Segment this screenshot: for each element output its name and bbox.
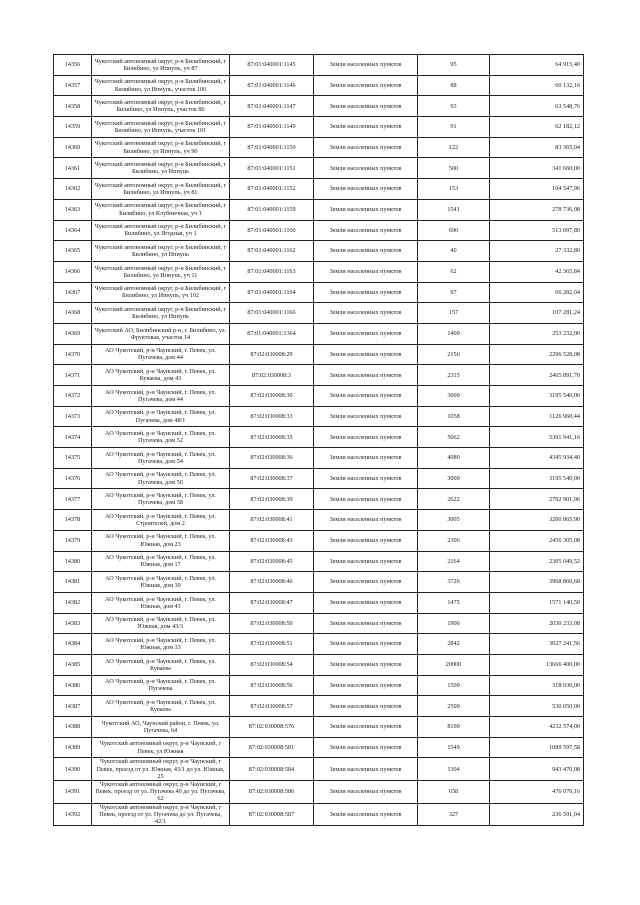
cadastral-number: 87:02:030008:56 [230,675,314,696]
cadastral-value: 1126 960,44 [490,406,584,427]
cadastral-value: 13666 400,00 [490,654,584,675]
plot-area: 153 [418,179,490,200]
land-category: Земли населенных пунктов [314,282,418,303]
row-number: 14390 [54,758,92,781]
plot-address: Чукотский автономный округ, р-н Билибинский, г Билибино, ул Ипнупь, уч 81 [92,179,230,200]
cadastral-number: 87:01:040001:1146 [230,75,314,96]
table-row [54,220,584,241]
row-number: 14369 [54,323,92,344]
cadastral-value: 107 281,24 [490,303,584,324]
plot-area: 2306 [418,530,490,551]
cadastral-number: 87:02:030008:39 [230,489,314,510]
row-number: 14381 [54,572,92,593]
cadastral-value: 3027 241,56 [490,634,584,655]
cadastral-value: 530 050,00 [490,696,584,717]
table-row [54,406,584,427]
land-category: Земли населенных пунктов [314,634,418,655]
table-row [54,96,584,117]
plot-area: 4080 [418,448,490,469]
plot-area: 8100 [418,717,490,738]
plot-area: 2164 [418,551,490,572]
table-row [54,737,584,758]
plot-address: АО Чукотский, р-н Чаунский, г. Певек, ул. Южная, дом 39 [92,572,230,593]
land-category: Земли населенных пунктов [314,96,418,117]
table-row [54,675,584,696]
plot-area: 1304 [418,758,490,781]
cadastral-value: 1571 140,50 [490,592,584,613]
cadastral-value: 943 470,08 [490,758,584,781]
plot-address: АО Чукотский, р-н Чаунский, г. Певек, ул. Южная, дом 33 [92,634,230,655]
plot-area: 658 [418,780,490,803]
table-row [54,199,584,220]
table-row [54,780,584,803]
cadastral-value: 3195 540,00 [490,386,584,407]
cadastral-value: 476 076,16 [490,780,584,803]
plot-area: 62 [418,261,490,282]
cadastral-number: 87:01:040001:1145 [230,55,314,76]
row-number: 14376 [54,468,92,489]
table-row [54,572,584,593]
cadastral-value: 5391 941,16 [490,427,584,448]
cadastral-number: 87:02:030008:51 [230,634,314,655]
row-number: 14368 [54,303,92,324]
cadastral-number: 87:02:030008:36 [230,448,314,469]
cadastral-value: 253 232,00 [490,323,584,344]
cadastral-value: 83 365,04 [490,137,584,158]
plot-address: Чукотский автономный округ, р-н Билибинский, г Билибино, ул Ипнупь, уч 87 [92,55,230,76]
plot-address: Чукотский автономный округ, р-н Чаунский, г Певек, проезд от ул. Пугачева 40 до ул. Пугачева, 62 [92,780,230,803]
cadastral-number: 87:01:040001:1166 [230,303,314,324]
cadastral-value: 64 915,40 [490,55,584,76]
plot-area: 88 [418,75,490,96]
plot-address: Чукотский автономный округ, р-н Билибинский, г Билибино, ул Ипнупь, уч 11 [92,261,230,282]
plot-area: 40 [418,241,490,262]
cadastral-number: 87:02:030008:47 [230,592,314,613]
plot-address: Чукотский АО, Билибинский р-н, г. Билибино, ул. Фруктовая, участок 14 [92,323,230,344]
row-number: 14385 [54,654,92,675]
row-number: 14357 [54,75,92,96]
plot-area: 1058 [418,406,490,427]
land-category: Земли населенных пунктов [314,365,418,386]
cadastral-value: 236 591,04 [490,803,584,826]
plot-address: АО Чукотский, р-н Чаунский, г. Певек, ул. Пугачева, дом 44 [92,344,230,365]
cadastral-value: 4345 934,40 [490,448,584,469]
cadastral-number: 87:02:030008:587 [230,803,314,826]
land-category: Земли населенных пунктов [314,303,418,324]
table-row [54,448,584,469]
plot-address: Чукотский автономный округ, р-н Билибинский, г Билибино, ул Ипнупь, уч 90 [92,137,230,158]
cadastral-number: 87:02:030008:576 [230,717,314,738]
cadastral-number: 87:01:040001:1162 [230,241,314,262]
cadastral-number: 87:02:030008:41 [230,510,314,531]
cadastral-number: 87:01:040001:1163 [230,261,314,282]
plot-address: АО Чукотский, р-н Чаунский, г. Певек, ул. Куваева, дом 43 [92,365,230,386]
row-number: 14370 [54,344,92,365]
land-registry-sheet [53,54,583,826]
land-category: Земли населенных пунктов [314,696,418,717]
plot-address: Чукотский АО, Чаунский район, г. Певек, ул. Пугачева, 64 [92,717,230,738]
land-category: Земли населенных пунктов [314,803,418,826]
cadastral-value: 2305 049,52 [490,551,584,572]
land-category: Земли населенных пунктов [314,737,418,758]
row-number: 14384 [54,634,92,655]
plot-area: 93 [418,96,490,117]
plot-address: АО Чукотский, р-н Чаунский, г. Певек, ул. Пугачева, дом 58 [92,489,230,510]
cadastral-value: 2792 901,96 [490,489,584,510]
cadastral-number: 87:02:030008:30 [230,386,314,407]
cadastral-number: 87:02:030008:35 [230,427,314,448]
cadastral-number: 87:02:030008:45 [230,551,314,572]
plot-area: 122 [418,137,490,158]
land-category: Земли населенных пунктов [314,489,418,510]
cadastral-number: 87:02:030008:584 [230,758,314,781]
plot-address: АО Чукотский, р-н Чаунский, г. Певек, ул. Южная, дом 43 [92,592,230,613]
cadastral-value: 60 132,16 [490,75,584,96]
table-row [54,634,584,655]
plot-address: Чукотский автономный округ, р-н Чаунский, г Певек, проезд от ул. Пугачева до ул. Пугачева, 42/1 [92,803,230,826]
plot-address: АО Чукотский, р-н Чаунский, г. Певек, ул. Южная, дом 23 [92,530,230,551]
land-category: Земли населенных пунктов [314,530,418,551]
table-row [54,158,584,179]
table-row [54,758,584,781]
cadastral-number: 87:02:030008:3 [230,365,314,386]
row-number: 14375 [54,448,92,469]
row-number: 14360 [54,137,92,158]
cadastral-value: 3195 540,00 [490,468,584,489]
table-row [54,55,584,76]
plot-area: 1549 [418,737,490,758]
land-category: Земли населенных пунктов [314,179,418,200]
land-category: Земли населенных пунктов [314,572,418,593]
table-row [54,137,584,158]
plot-address: АО Чукотский, р-н Чаунский, г. Певек, ул. Пугачева, дом 54 [92,448,230,469]
row-number: 14359 [54,117,92,138]
plot-address: АО Чукотский, р-н Чаунский, г. Певек, ул. Пугачева, дом 52 [92,427,230,448]
plot-area: 690 [418,220,490,241]
plot-address: АО Чукотский, р-н Чаунский, г. Певек, ул. Южная, дом 43/3 [92,613,230,634]
plot-address: АО Чукотский, р-н Чаунский, г. Певек, ул. Куваева [92,654,230,675]
cadastral-number: 87:01:040001:1160 [230,220,314,241]
row-number: 14363 [54,199,92,220]
plot-area: 2315 [418,365,490,386]
row-number: 14380 [54,551,92,572]
land-category: Земли населенных пунктов [314,117,418,138]
row-number: 14367 [54,282,92,303]
plot-area: 1475 [418,592,490,613]
land-category: Земли населенных пунктов [314,468,418,489]
plot-address: Чукотский автономный округ, р-н Чаунский, г Певек, ул Южная [92,737,230,758]
cadastral-number: 87:02:030008:57 [230,696,314,717]
land-category: Земли населенных пунктов [314,592,418,613]
plot-area: 1541 [418,199,490,220]
cadastral-value: 3200 865,90 [490,510,584,531]
plot-area: 1500 [418,675,490,696]
table-row [54,261,584,282]
plot-area: 5062 [418,427,490,448]
row-number: 14387 [54,696,92,717]
table-row [54,489,584,510]
row-number: 14389 [54,737,92,758]
plot-address: Чукотский автономный округ, р-н Билибинский, г Билибино, ул Ипнупь, участок 101 [92,117,230,138]
table-row [54,386,584,407]
table-row [54,468,584,489]
land-category: Земли населенных пунктов [314,137,418,158]
plot-area: 3005 [418,510,490,531]
land-category: Земли населенных пунктов [314,758,418,781]
row-number: 14372 [54,386,92,407]
cadastral-value: 2030 233,08 [490,613,584,634]
land-category: Земли населенных пунктов [314,654,418,675]
row-number: 14371 [54,365,92,386]
plot-area: 2500 [418,696,490,717]
plot-address: АО Чукотский, р-н Чаунский, г. Певек, ул. Пугачева [92,675,230,696]
plot-address: Чукотский автономный округ, р-н Билибинский, г Билибино, ул Клубничная, уч 1 [92,199,230,220]
plot-area: 3726 [418,572,490,593]
cadastral-value: 3968 860,68 [490,572,584,593]
cadastral-value: 66 282,04 [490,282,584,303]
table-row [54,803,584,826]
cadastral-number: 87:01:040001:1150 [230,137,314,158]
land-category: Земли населенных пунктов [314,220,418,241]
cadastral-number: 87:02:030008:586 [230,780,314,803]
table-row [54,696,584,717]
plot-area: 1400 [418,323,490,344]
land-category: Земли населенных пунктов [314,406,418,427]
plot-address: Чукотский автономный округ, р-н Билибинский, г Билибино, ул Ипнупь [92,241,230,262]
plot-address: Чукотский автономный округ, р-н Билибинский, г Билибино, ул Ипнупь, уч 102 [92,282,230,303]
row-number: 14378 [54,510,92,531]
table-row [54,117,584,138]
plot-address: АО Чукотский, р-н Чаунский, г. Певек, ул. Пугачева, дом 56 [92,468,230,489]
cadastral-value: 278 736,08 [490,199,584,220]
plot-address: Чукотский автономный округ, р-н Билибинский, г Билибино, ул Ипнупь [92,303,230,324]
land-category: Земли населенных пунктов [314,199,418,220]
row-number: 14382 [54,592,92,613]
row-number: 14386 [54,675,92,696]
plot-address: АО Чукотский, р-н Чаунский, г. Певек, ул. Пугачева, дом 48/1 [92,406,230,427]
land-category: Земли населенных пунктов [314,510,418,531]
cadastral-number: 87:02:030008:33 [230,406,314,427]
plot-area: 2842 [418,634,490,655]
plot-address: Чукотский автономный округ, р-н Билибинский, г Билибино, ул Ипнупь [92,158,230,179]
cadastral-number: 87:02:030008:50 [230,613,314,634]
cadastral-value: 341 660,00 [490,158,584,179]
cadastral-number: 87:01:040001:1364 [230,323,314,344]
row-number: 14379 [54,530,92,551]
table-row [54,365,584,386]
cadastral-number: 87:02:030008:54 [230,654,314,675]
table-row [54,592,584,613]
land-category: Земли населенных пунктов [314,344,418,365]
plot-area: 327 [418,803,490,826]
plot-area: 95 [418,55,490,76]
table-row [54,344,584,365]
cadastral-number: 87:01:040001:1164 [230,282,314,303]
plot-address: АО Чукотский, р-н Чаунский, г. Певек, ул. Южная, дом 17 [92,551,230,572]
table-row [54,303,584,324]
land-category: Земли населенных пунктов [314,448,418,469]
land-category: Земли населенных пунктов [314,323,418,344]
table-row [54,241,584,262]
cadastral-number: 87:02:030008:46 [230,572,314,593]
cadastral-number: 87:01:040001:1149 [230,117,314,138]
cadastral-number: 87:01:040001:1152 [230,179,314,200]
land-plots-table [53,54,584,826]
table-row [54,530,584,551]
table-row [54,510,584,531]
cadastral-number: 87:02:030008:581 [230,737,314,758]
row-number: 14365 [54,241,92,262]
row-number: 14373 [54,406,92,427]
cadastral-value: 63 548,76 [490,96,584,117]
cadastral-number: 87:01:040001:1147 [230,96,314,117]
cadastral-number: 87:02:030008:29 [230,344,314,365]
land-category: Земли населенных пунктов [314,717,418,738]
land-category: Земли населенных пунктов [314,386,418,407]
cadastral-number: 87:02:030008:37 [230,468,314,489]
row-number: 14364 [54,220,92,241]
plot-area: 3000 [418,468,490,489]
plot-area: 97 [418,282,490,303]
plot-area: 1906 [418,613,490,634]
cadastral-value: 27 332,80 [490,241,584,262]
land-category: Земли населенных пунктов [314,261,418,282]
plot-address: АО Чукотский, р-н Чаунский, г. Певек, ул. Строителей, дом 2 [92,510,230,531]
table-row [54,75,584,96]
cadastral-number: 87:01:040001:1151 [230,158,314,179]
cadastral-number: 87:01:040001:1159 [230,199,314,220]
plot-address: АО Чукотский, р-н Чаунский, г. Певек, ул. Куваева [92,696,230,717]
plot-area: 2622 [418,489,490,510]
row-number: 14392 [54,803,92,826]
table-row [54,323,584,344]
plot-address: Чукотский автономный округ, р-н Билибинский, г Билибино, ул Ипнупь, участок 86 [92,96,230,117]
land-category: Земли населенных пунктов [314,551,418,572]
row-number: 14362 [54,179,92,200]
land-category: Земли населенных пунктов [314,158,418,179]
table-row [54,654,584,675]
cadastral-value: 513 097,80 [490,220,584,241]
table-body [54,55,584,826]
land-category: Земли населенных пунктов [314,780,418,803]
row-number: 14358 [54,96,92,117]
land-category: Земли населенных пунктов [314,675,418,696]
cadastral-value: 2456 305,08 [490,530,584,551]
plot-area: 3000 [418,386,490,407]
cadastral-number: 87:02:030008:43 [230,530,314,551]
land-category: Земли населенных пунктов [314,55,418,76]
cadastral-value: 62 182,12 [490,117,584,138]
cadastral-value: 2296 528,08 [490,344,584,365]
plot-address: АО Чукотский, р-н Чаунский, г. Певек, ул. Пугачева, дом 44 [92,386,230,407]
plot-area: 2156 [418,344,490,365]
land-category: Земли населенных пунктов [314,75,418,96]
table-row [54,179,584,200]
plot-address: Чукотский автономный округ, р-н Билибинский, г Билибино, ул Ипнупь, участок 100 [92,75,230,96]
row-number: 14391 [54,780,92,803]
cadastral-value: 318 030,00 [490,675,584,696]
cadastral-value: 42 365,84 [490,261,584,282]
table-row [54,282,584,303]
table-row [54,427,584,448]
cadastral-value: 2465 891,70 [490,365,584,386]
row-number: 14377 [54,489,92,510]
table-row [54,717,584,738]
land-category: Земли населенных пунктов [314,613,418,634]
cadastral-value: 1089 597,58 [490,737,584,758]
plot-address: Чукотский автономный округ, р-н Чаунский, г Певек, проезд от ул. Южная, 43/1 до ул. Южная, 25 [92,758,230,781]
row-number: 14383 [54,613,92,634]
land-category: Земли населенных пунктов [314,241,418,262]
table-row [54,551,584,572]
row-number: 14356 [54,55,92,76]
land-category: Земли населенных пунктов [314,427,418,448]
row-number: 14366 [54,261,92,282]
plot-address: Чукотский автономный округ, р-н Билибинский, г Билибино, ул Ягодная, уч 1 [92,220,230,241]
cadastral-value: 4232 574,00 [490,717,584,738]
row-number: 14361 [54,158,92,179]
plot-area: 157 [418,303,490,324]
cadastral-value: 104 547,96 [490,179,584,200]
plot-area: 500 [418,158,490,179]
plot-area: 20000 [418,654,490,675]
plot-area: 91 [418,117,490,138]
row-number: 14388 [54,717,92,738]
row-number: 14374 [54,427,92,448]
table-row [54,613,584,634]
